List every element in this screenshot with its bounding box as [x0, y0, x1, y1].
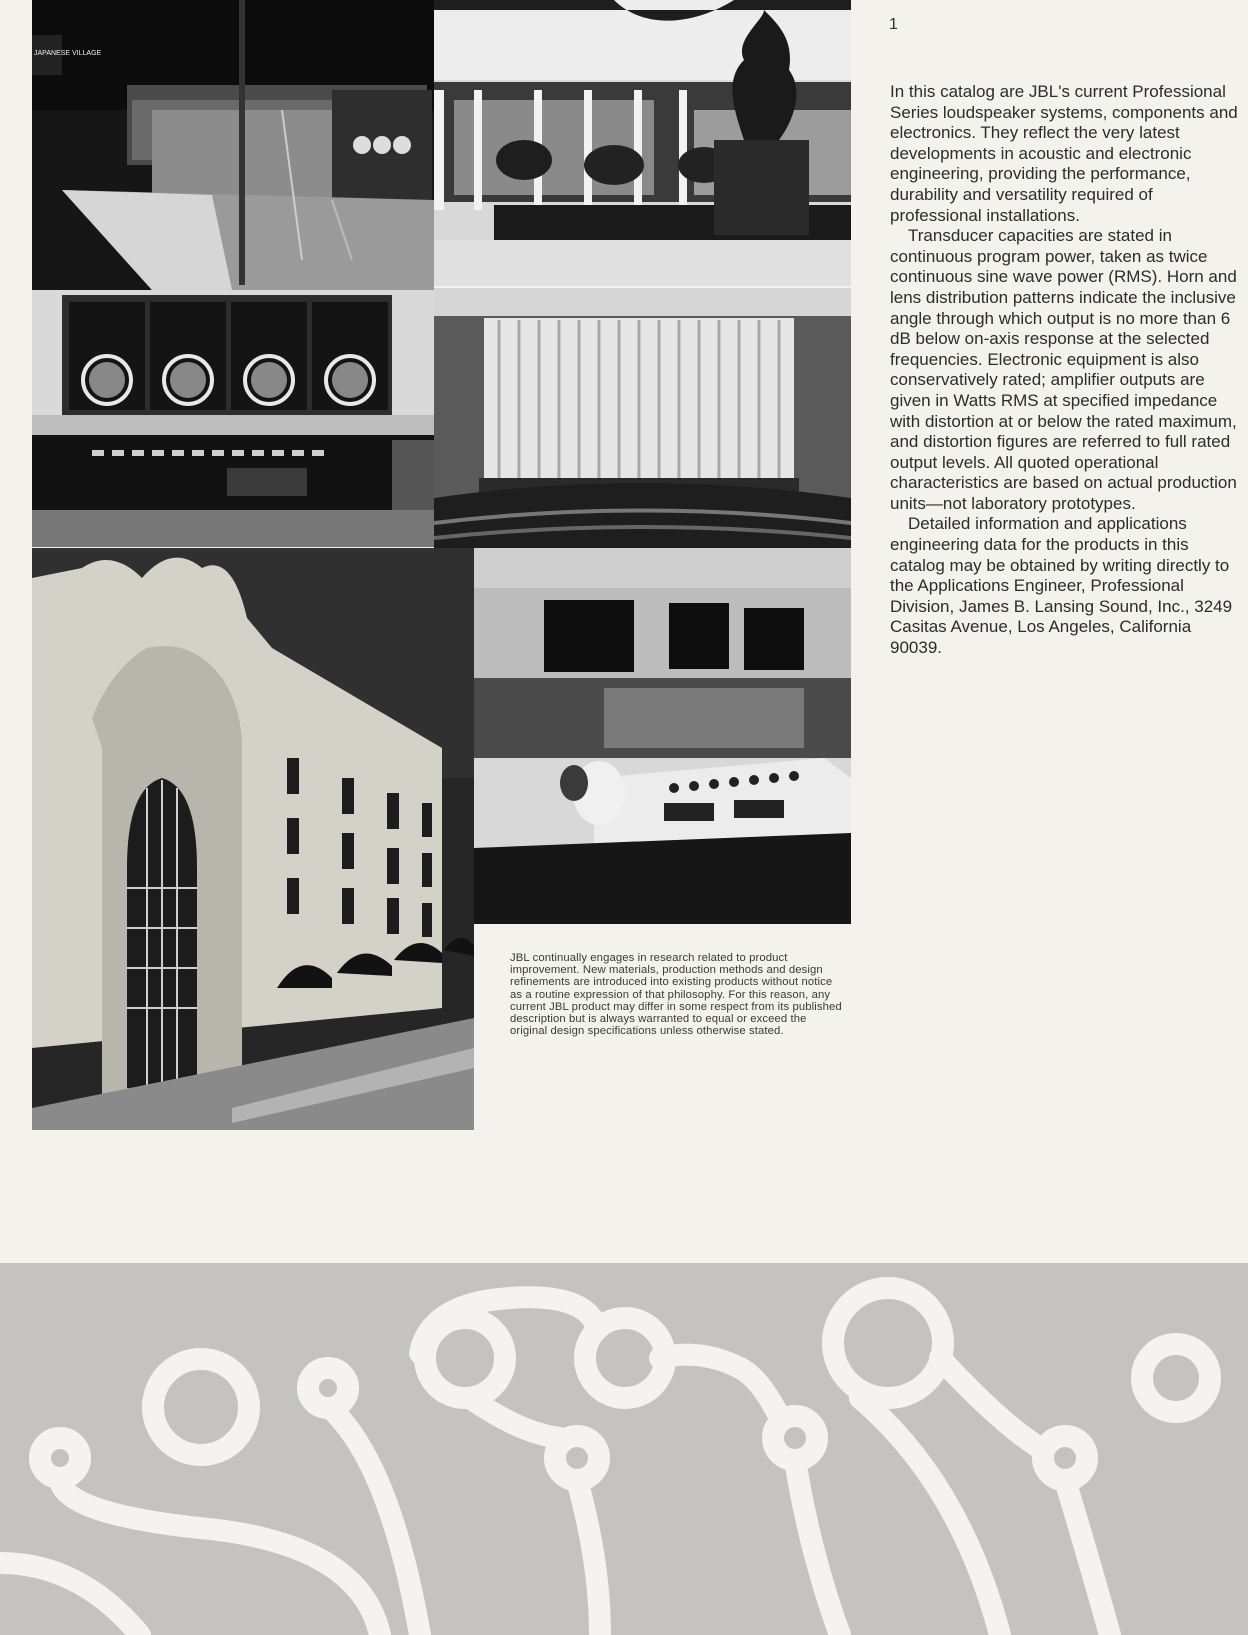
photo-studio-monitors: [32, 290, 434, 547]
sign-text: JAPANESE VILLAGE: [34, 50, 102, 57]
intro-paragraph: In this catalog are JBL's current Professional Series loudspeaker systems, components and electronics. They reflect the very latest developments in acoustic and electronic engineering, providing the performance, durability and versatility required of professional installations.: [890, 82, 1238, 225]
intro-paragraph: Detailed information and applications engineering data for the products in this catalog may be obtained by writing directly to the Applications Engineer, Professional Division, James B. Lansing Sound, Inc., 3249 Casitas Avenue, Los Angeles, California 90039.: [890, 514, 1233, 658]
photo-night-exhibit: [32, 0, 434, 290]
intro-text: [890, 82, 1240, 659]
photo-theater-facade: [32, 548, 474, 1130]
photo-control-room: [474, 548, 851, 924]
page-number: 1: [889, 16, 898, 33]
decorative-circuit-band: [0, 1263, 1248, 1635]
photo-plaza-sculpture: [434, 0, 851, 286]
photo-auditorium-stage: [434, 288, 851, 548]
intro-paragraph: Transducer capacities are stated in continuous program power, taken as twice continuous sine wave power (RMS). Horn and lens distribution patterns indicate the inclusive angle through which output is no more than 6 dB below on-axis response at the selected frequencies. Electronic equipment is also conservatively rated; amplifier outputs are given in Watts RMS at specified impedance with distortion at or below the rated maximum, and distortion figures are referred to full rated output levels. All quoted operational characteristics are based on actual production units—not laboratory prototypes.: [890, 226, 1237, 513]
photo-caption: JBL continually engages in research related to product improvement. New materials, production methods and design refinements are introduced into existing products without notice as a routine expression of that philosophy. For this reason, any current JBL product may differ in some respect from its published description but is always warranted to equal or exceed the original design specifications unless otherwise stated.: [510, 952, 842, 1038]
